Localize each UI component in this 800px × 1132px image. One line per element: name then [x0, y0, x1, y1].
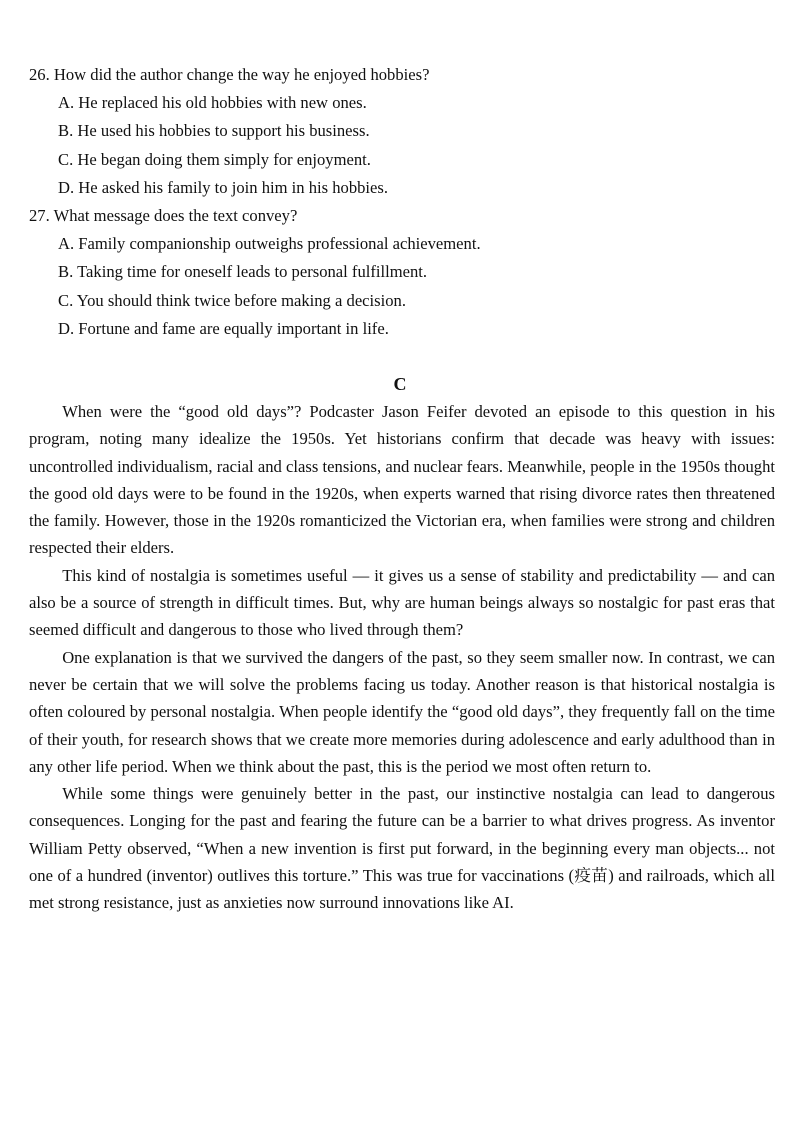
question-27 [29, 202, 769, 343]
option-a: A. Family companionship outweighs professional achievement. [58, 234, 481, 254]
option-c: C. You should think twice before making a decision. [58, 290, 406, 310]
option-d: D. He asked his family to join him in his hobbies. [58, 177, 389, 197]
option-c: C. He began doing them simply for enjoyment. [58, 149, 371, 169]
section-heading: C [393, 374, 407, 394]
option-a: A. He replaced his old hobbies with new ones. [58, 93, 367, 113]
passage-paragraph: This kind of nostalgia is sometimes useful — it gives us a sense of stability and predictability — and can also be a source of strength in difficult times. But, why are human beings always so nostalgic for past eras that seemed difficult and dangerous to those who lived through them? [29, 565, 775, 640]
question-stem: 27. What message does the text convey? [29, 206, 298, 225]
option-b: B. He used his hobbies to support his business. [58, 121, 370, 141]
passage-paragraph: One explanation is that we survived the dangers of the past, so they seem smaller now. In contrast, we can never be certain that we will solve the problems facing us today. Another reason is that historical nostalgia is often coloured by personal nostalgia. When people identify the “good old days”, they frequently fall on the time of their youth, for research shows that we create more memories during adolescence and early adulthood than in any other life period. When we think about the past, this is the period we most often return to. [29, 647, 775, 776]
question-26 [29, 61, 769, 202]
passage-paragraph: While some things were genuinely better in the past, our instinctive nostalgia can lead to dangerous consequences. Longing for the past and fearing the future can be a barrier to what drives progress. As inventor William Petty observed, “When a new invention is first put forward, in the beginning every man objects... not one of a hundred (inventor) outlives this torture.” This was true for vaccinations (疫苗) and railroads, which all met strong resistance, just as anxieties now surround innovations like AI. [29, 784, 775, 913]
option-b: B. Taking time for oneself leads to personal fulfillment. [58, 262, 428, 282]
reading-passage [29, 398, 775, 917]
question-stem: 26. How did the author change the way he enjoyed hobbies? [29, 65, 430, 84]
option-d: D. Fortune and fame are equally important in life. [58, 318, 389, 338]
passage-paragraph: When were the “good old days”? Podcaster Jason Feifer devoted an episode to this question in his program, noting many idealize the 1950s. Yet historians confirm that decade was heavy with issues: uncontrolled individualism, racial and class tensions, and nuclear fears. Meanwhile, people in the 1950s thought the good old days were to be found in the 1920s, when experts warned that rising divorce rates then threatened the family. However, those in the 1920s romanticized the Victorian era, when families were strong and children respected their elders. [29, 402, 775, 558]
